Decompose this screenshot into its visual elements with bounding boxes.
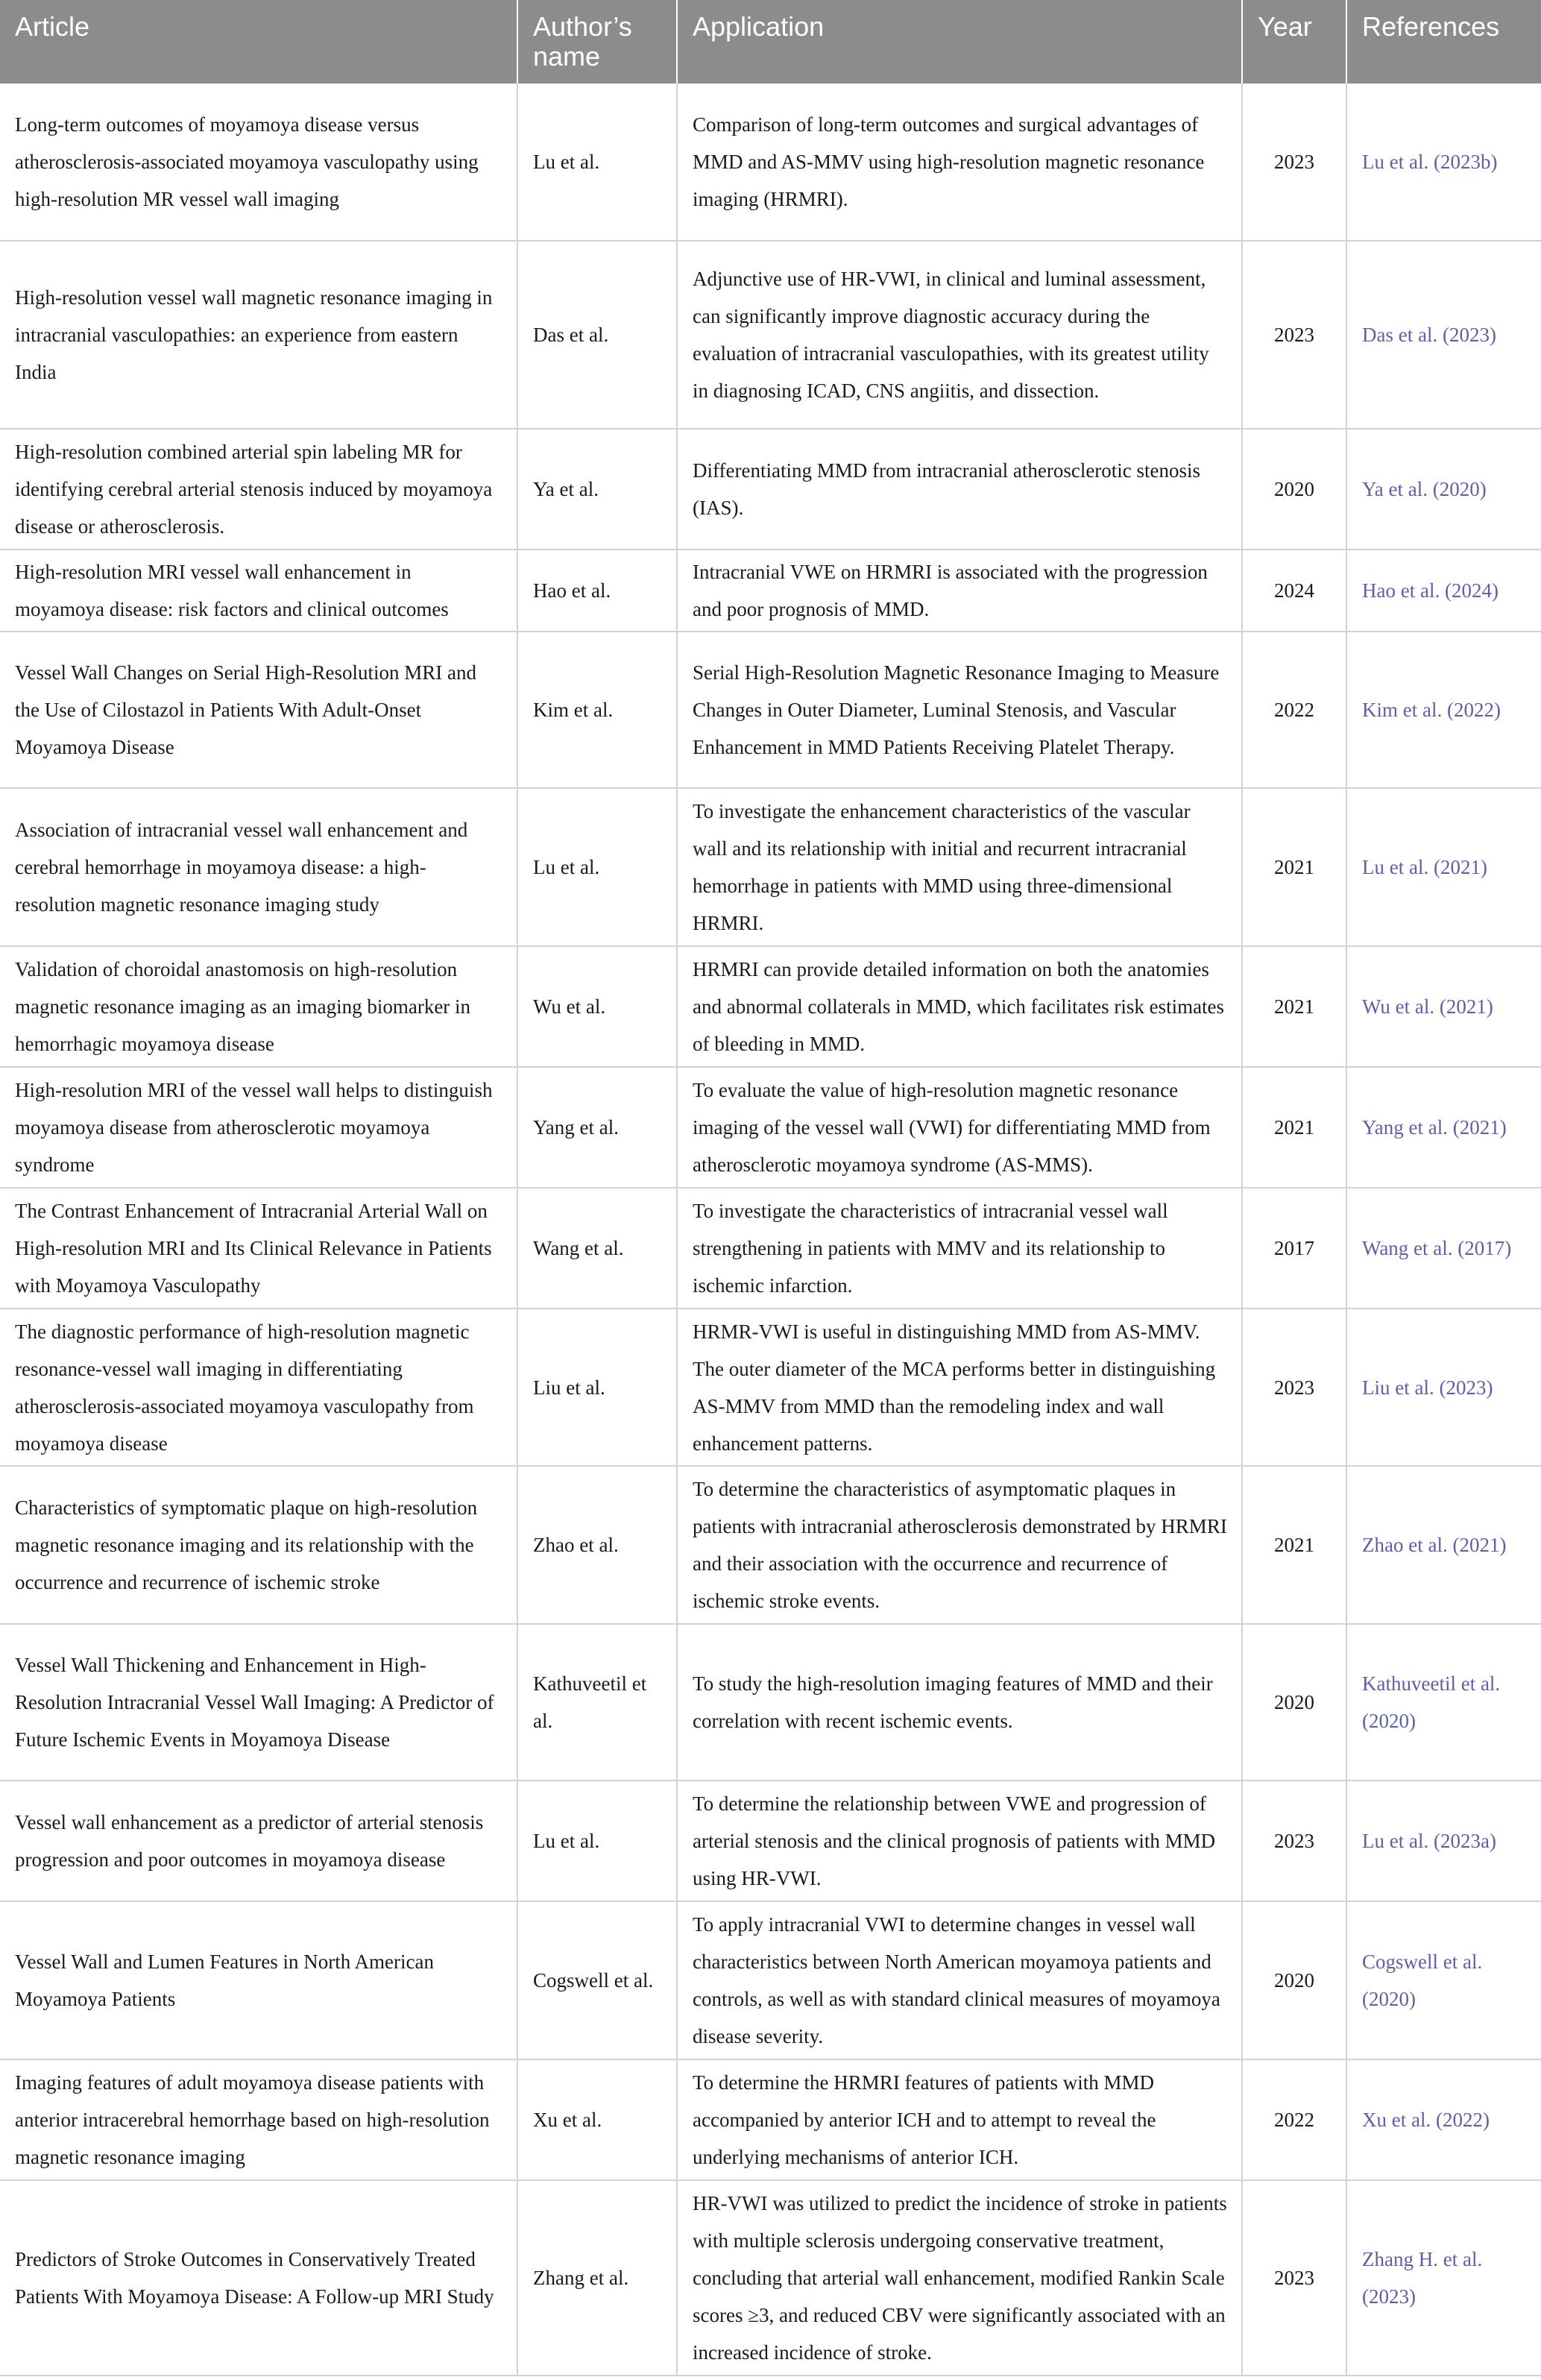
table-row (0, 2059, 1541, 2180)
header-article: Article (0, 0, 517, 84)
reference-link[interactable]: Liu et al. (2023) (1346, 1309, 1541, 1466)
article-cell: The Contrast Enhancement of Intracranial Arterial Wall on High-resolution MRI and Its Clinical Relevance in Patients with Moyamoya Vasculopathy (0, 1188, 517, 1309)
year-cell: 2022 (1242, 2059, 1346, 2180)
year-cell: 2024 (1242, 550, 1346, 632)
table-row (0, 1309, 1541, 1466)
author-cell: Kathuveetil et al. (517, 1624, 677, 1781)
author-cell: Das et al. (517, 241, 677, 429)
year-cell: 2020 (1242, 429, 1346, 550)
application-cell: Intracranial VWE on HRMRI is associated with the progression and poor prognosis of MMD. (677, 550, 1242, 632)
year-cell: 2020 (1242, 1624, 1346, 1781)
table-header (0, 0, 1541, 84)
article-cell: Long-term outcomes of moyamoya disease versus atherosclerosis-associated moyamoya vasculopathy using high-resolution MR vessel wall imaging (0, 84, 517, 241)
author-cell: Wang et al. (517, 1188, 677, 1309)
year-cell: 2020 (1242, 1901, 1346, 2059)
reference-link[interactable]: Kim et al. (2022) (1346, 632, 1541, 788)
author-cell: Zhang et al. (517, 2180, 677, 2376)
article-cell: Vessel Wall Changes on Serial High-Resolution MRI and the Use of Cilostazol in Patients With Adult-Onset Moyamoya Disease (0, 632, 517, 788)
reference-link[interactable]: Zhang H. et al. (2023) (1346, 2180, 1541, 2376)
year-cell: 2021 (1242, 1466, 1346, 1624)
reference-link[interactable]: Cogswell et al. (2020) (1346, 1901, 1541, 2059)
table-row (0, 84, 1541, 241)
author-cell: Xu et al. (517, 2059, 677, 2180)
header-references: References (1346, 0, 1541, 84)
article-cell: Vessel Wall Thickening and Enhancement in High-Resolution Intracranial Vessel Wall Imaging: A Predictor of Future Ischemic Events in Moyamoya Disease (0, 1624, 517, 1781)
table-row (0, 632, 1541, 788)
reference-link[interactable]: Wang et al. (2017) (1346, 1188, 1541, 1309)
header-author: Author’s name (517, 0, 677, 84)
table-row (0, 241, 1541, 429)
reference-link[interactable]: Lu et al. (2023a) (1346, 1781, 1541, 1901)
author-cell: Liu et al. (517, 1309, 677, 1466)
author-cell: Lu et al. (517, 84, 677, 241)
article-cell: Association of intracranial vessel wall enhancement and cerebral hemorrhage in moyamoya disease: a high-resolution magnetic resonance imaging study (0, 788, 517, 946)
table-row (0, 429, 1541, 550)
article-cell: Characteristics of symptomatic plaque on high-resolution magnetic resonance imaging and its relationship with the occurrence and recurrence of ischemic stroke (0, 1466, 517, 1624)
application-cell: To determine the HRMRI features of patients with MMD accompanied by anterior ICH and to attempt to reveal the underlying mechanisms of anterior ICH. (677, 2059, 1242, 2180)
article-cell: High-resolution combined arterial spin labeling MR for identifying cerebral arterial stenosis induced by moyamoya disease or atherosclerosis. (0, 429, 517, 550)
application-cell: Differentiating MMD from intracranial atherosclerotic stenosis (IAS). (677, 429, 1242, 550)
year-cell: 2021 (1242, 788, 1346, 946)
application-cell: To apply intracranial VWI to determine changes in vessel wall characteristics between North American moyamoya patients and controls, as well as with standard clinical measures of moyamoya disease severity. (677, 1901, 1242, 2059)
year-cell: 2023 (1242, 1781, 1346, 1901)
article-cell: High-resolution vessel wall magnetic resonance imaging in intracranial vasculopathies: an experience from eastern India (0, 241, 517, 429)
author-cell: Lu et al. (517, 1781, 677, 1901)
reference-link[interactable]: Hao et al. (2024) (1346, 550, 1541, 632)
reference-link[interactable]: Yang et al. (2021) (1346, 1067, 1541, 1188)
header-year: Year (1242, 0, 1346, 84)
table-row (0, 1901, 1541, 2059)
year-cell: 2021 (1242, 946, 1346, 1067)
author-cell: Cogswell et al. (517, 1901, 677, 2059)
application-cell: To investigate the enhancement characteristics of the vascular wall and its relationship with initial and recurrent intracranial hemorrhage in patients with MMD using three-dimensional HRMRI. (677, 788, 1242, 946)
reference-link[interactable]: Lu et al. (2023b) (1346, 84, 1541, 241)
table-row (0, 1624, 1541, 1781)
application-cell: To evaluate the value of high-resolution magnetic resonance imaging of the vessel wall (VWI) for differentiating MMD from atherosclerotic moyamoya syndrome (AS-MMS). (677, 1067, 1242, 1188)
reference-link[interactable]: Xu et al. (2022) (1346, 2059, 1541, 2180)
year-cell: 2021 (1242, 1067, 1346, 1188)
application-cell: HR-VWI was utilized to predict the incidence of stroke in patients with multiple sclerosis undergoing conservative treatment, concluding that arterial wall enhancement, modified Rankin Scale scores ≥3, and reduced CBV were significantly associated with an increased incidence of stroke. (677, 2180, 1242, 2376)
author-cell: Hao et al. (517, 550, 677, 632)
author-cell: Ya et al. (517, 429, 677, 550)
year-cell: 2017 (1242, 1188, 1346, 1309)
reference-link[interactable]: Kathuveetil et al. (2020) (1346, 1624, 1541, 1781)
article-cell: The diagnostic performance of high-resolution magnetic resonance-vessel wall imaging in differentiating atherosclerosis-associated moyamoya vasculopathy from moyamoya disease (0, 1309, 517, 1466)
reference-link[interactable]: Ya et al. (2020) (1346, 429, 1541, 550)
table-row (0, 788, 1541, 946)
table-row (0, 550, 1541, 632)
header-application: Application (677, 0, 1242, 84)
application-cell: HRMRI can provide detailed information on both the anatomies and abnormal collaterals in MMD, which facilitates risk estimates of bleeding in MMD. (677, 946, 1242, 1067)
article-cell: High-resolution MRI of the vessel wall helps to distinguish moyamoya disease from atherosclerotic moyamoya syndrome (0, 1067, 517, 1188)
table-body (0, 84, 1541, 2376)
author-cell: Kim et al. (517, 632, 677, 788)
year-cell: 2023 (1242, 84, 1346, 241)
article-cell: Imaging features of adult moyamoya disease patients with anterior intracerebral hemorrhage based on high-resolution magnetic resonance imaging (0, 2059, 517, 2180)
table-row (0, 946, 1541, 1067)
application-cell: Comparison of long-term outcomes and surgical advantages of MMD and AS-MMV using high-resolution magnetic resonance imaging (HRMRI). (677, 84, 1242, 241)
table-row (0, 1781, 1541, 1901)
reference-link[interactable]: Lu et al. (2021) (1346, 788, 1541, 946)
application-cell: HRMR-VWI is useful in distinguishing MMD from AS-MMV. The outer diameter of the MCA performs better in distinguishing AS-MMV from MMD than the remodeling index and wall enhancement patterns. (677, 1309, 1242, 1466)
author-cell: Lu et al. (517, 788, 677, 946)
year-cell: 2022 (1242, 632, 1346, 788)
author-cell: Wu et al. (517, 946, 677, 1067)
table-row (0, 1466, 1541, 1624)
application-cell: To investigate the characteristics of intracranial vessel wall strengthening in patients with MMV and its relationship to ischemic infarction. (677, 1188, 1242, 1309)
table-row (0, 1188, 1541, 1309)
year-cell: 2023 (1242, 1309, 1346, 1466)
article-cell: Validation of choroidal anastomosis on high-resolution magnetic resonance imaging as an imaging biomarker in hemorrhagic moyamoya disease (0, 946, 517, 1067)
application-cell: Serial High-Resolution Magnetic Resonance Imaging to Measure Changes in Outer Diameter, Luminal Stenosis, and Vascular Enhancement in MMD Patients Receiving Platelet Therapy. (677, 632, 1242, 788)
author-cell: Zhao et al. (517, 1466, 677, 1624)
article-cell: Predictors of Stroke Outcomes in Conservatively Treated Patients With Moyamoya Disease: A Follow-up MRI Study (0, 2180, 517, 2376)
reference-link[interactable]: Wu et al. (2021) (1346, 946, 1541, 1067)
application-cell: Adjunctive use of HR-VWI, in clinical and luminal assessment, can significantly improve diagnostic accuracy during the evaluation of intracranial vasculopathies, with its greatest utility in diagnosing ICAD, CNS angiitis, and dissection. (677, 241, 1242, 429)
application-cell: To determine the characteristics of asymptomatic plaques in patients with intracranial atherosclerosis demonstrated by HRMRI and their association with the occurrence and recurrence of ischemic stroke events. (677, 1466, 1242, 1624)
article-cell: High-resolution MRI vessel wall enhancement in moyamoya disease: risk factors and clinical outcomes (0, 550, 517, 632)
header-row (0, 0, 1541, 84)
author-cell: Yang et al. (517, 1067, 677, 1188)
reference-link[interactable]: Zhao et al. (2021) (1346, 1466, 1541, 1624)
application-cell: To study the high-resolution imaging features of MMD and their correlation with recent ischemic events. (677, 1624, 1242, 1781)
article-cell: Vessel Wall and Lumen Features in North American Moyamoya Patients (0, 1901, 517, 2059)
year-cell: 2023 (1242, 241, 1346, 429)
table-row (0, 2180, 1541, 2376)
application-cell: To determine the relationship between VWE and progression of arterial stenosis and the clinical prognosis of patients with MMD using HR-VWI. (677, 1781, 1242, 1901)
table-row (0, 1067, 1541, 1188)
year-cell: 2023 (1242, 2180, 1346, 2376)
article-cell: Vessel wall enhancement as a predictor of arterial stenosis progression and poor outcomes in moyamoya disease (0, 1781, 517, 1901)
reference-link[interactable]: Das et al. (2023) (1346, 241, 1541, 429)
